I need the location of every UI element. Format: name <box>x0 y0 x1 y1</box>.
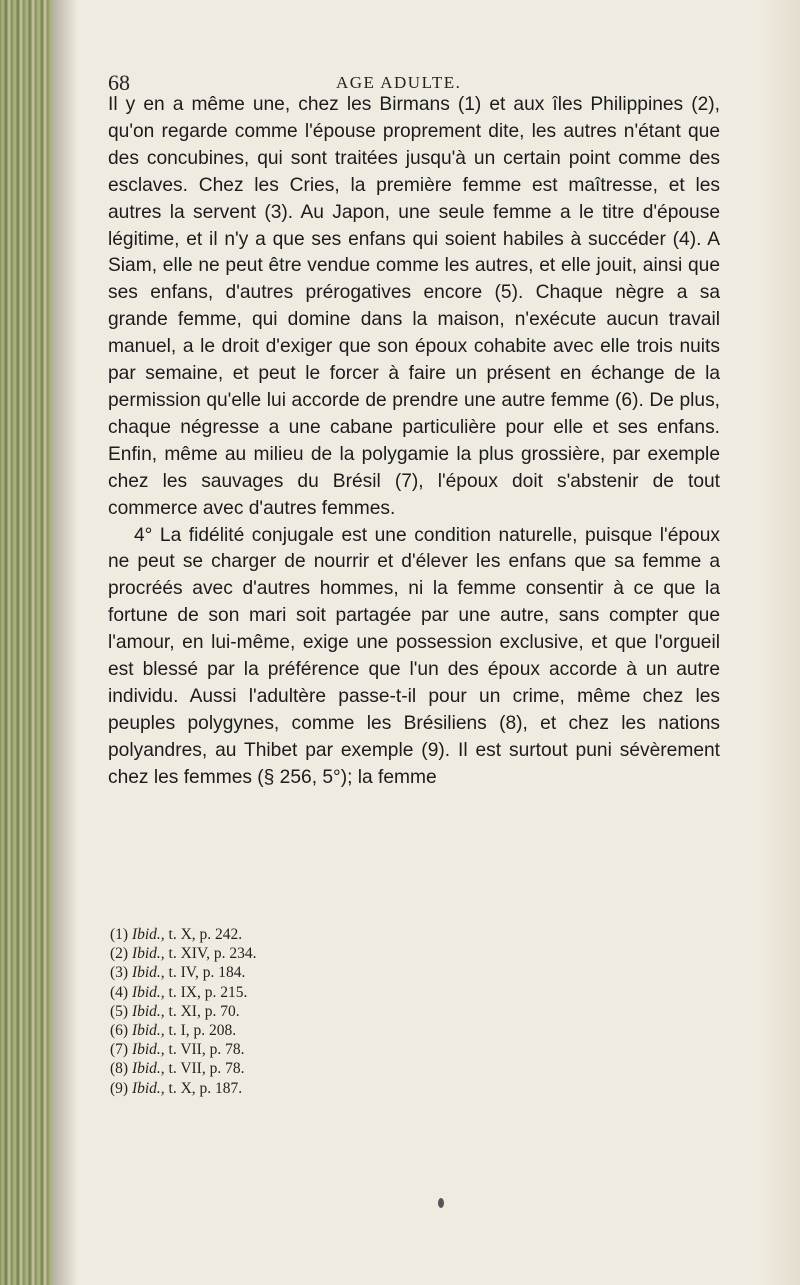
footnote-title: Ibid., <box>131 1002 165 1020</box>
footnote-number: (6) <box>110 1022 129 1040</box>
gutter-shadow <box>52 0 78 1285</box>
footnote-ref: t. X, p. 187. <box>168 1079 243 1097</box>
footnote-title: Ibid., <box>131 983 165 1001</box>
footnote-number: (2) <box>110 945 129 963</box>
footnote <box>110 925 510 944</box>
footnote-number: (8) <box>110 1060 129 1078</box>
footnote-ref: t. IX, p. 215. <box>168 983 248 1001</box>
footnote <box>110 1021 510 1040</box>
footnote <box>110 1079 510 1098</box>
page-number: 68 <box>108 70 130 95</box>
footnote <box>110 1002 510 1021</box>
footnote-title: Ibid., <box>131 964 165 982</box>
footnote-title: Ibid., <box>131 1060 165 1078</box>
footnote-title: Ibid., <box>131 1041 165 1059</box>
footnote-number: (5) <box>110 1002 129 1020</box>
footnote-number: (3) <box>110 964 129 982</box>
running-head: AGE ADULTE. <box>336 73 462 92</box>
footnote-title: Ibid., <box>131 926 165 943</box>
footnote <box>110 1059 510 1078</box>
footnote-title: Ibid., <box>131 1079 165 1097</box>
footnote-ref: t. VII, p. 78. <box>168 1060 245 1078</box>
paragraph-2: 4° La fidélité conjugale est une condition naturelle, puisque l'époux ne peut se charger de nourrir et d'élever les enfans que sa femme a procréés avec d'autres hommes, ni la femme consentir à ce que la fortune de son mari soit partagée par une autre, sans compter que l'amour, en lui-même, exige une possession exclusive, et que l'orgueil est blessé par la préférence que l'un des époux accorde à un autre individu. Aussi l'adultère passe-t-il pour un crime, même chez les peuples polygynes, comme les Brésiliens (8), et chez les nations polyandres, au Thibet par exemple (9). Il est surtout puni sévèrement chez les femmes (§ 256, 5°); la femme <box>108 524 720 788</box>
footnote-number: (1) <box>110 926 129 943</box>
body-text <box>108 92 720 792</box>
footnote-ref: t. X, p. 242. <box>168 926 243 943</box>
footnote <box>110 1040 510 1059</box>
footnote-ref: t. IV, p. 184. <box>168 964 246 982</box>
footnote-ref: t. VII, p. 78. <box>168 1041 245 1059</box>
footnote-ref: t. XI, p. 70. <box>168 1002 240 1020</box>
footnote-number: (9) <box>110 1079 129 1097</box>
footnote-ref: t. XIV, p. 234. <box>168 945 257 963</box>
footnote <box>110 963 510 982</box>
footnote-ref: t. I, p. 208. <box>168 1022 237 1040</box>
footnote-title: Ibid., <box>131 1022 165 1040</box>
footnote-number: (4) <box>110 983 129 1001</box>
book-binding-edge <box>0 0 52 1285</box>
footnote-title: Ibid., <box>131 945 165 963</box>
footnotes <box>110 925 510 1098</box>
footnote <box>110 983 510 1002</box>
footnote <box>110 944 510 963</box>
footnote-number: (7) <box>110 1041 129 1059</box>
paragraph-1: Il y en a même une, chez les Birmans (1) et aux îles Philippines (2), qu'on regarde comme l'épouse proprement dite, les autres n'étant que des concubines, qui sont traitées jusqu'à un certain point comme des esclaves. Chez les Cries, la première femme est maîtresse, et les autres la servent (3). Au Japon, une seule femme a le titre d'épouse légitime, et il n'y a que ses enfans qui soient habiles à succéder (4). A Siam, elle ne peut être vendue comme les autres, et elle jouit, ainsi que ses enfans, d'autres prérogatives encore (5). Chaque nègre a sa grande femme, qui domine dans la maison, n'exécute aucun travail manuel, a le droit d'exiger que son époux cohabite avec elle trois nuits par semaine, et peut le forcer à faire un présent en échange de la permission qu'elle lui accorde de prendre une autre femme (6). De plus, chaque négresse a une cabane particulière pour elle et ses enfans. Enfin, même au milieu de la polygamie la plus grossière, par exemple chez les sauvages du Brésil (7), l'époux doit s'abstenir de tout commerce avec d'autres femmes. <box>108 94 720 519</box>
ink-speck <box>438 1198 444 1208</box>
